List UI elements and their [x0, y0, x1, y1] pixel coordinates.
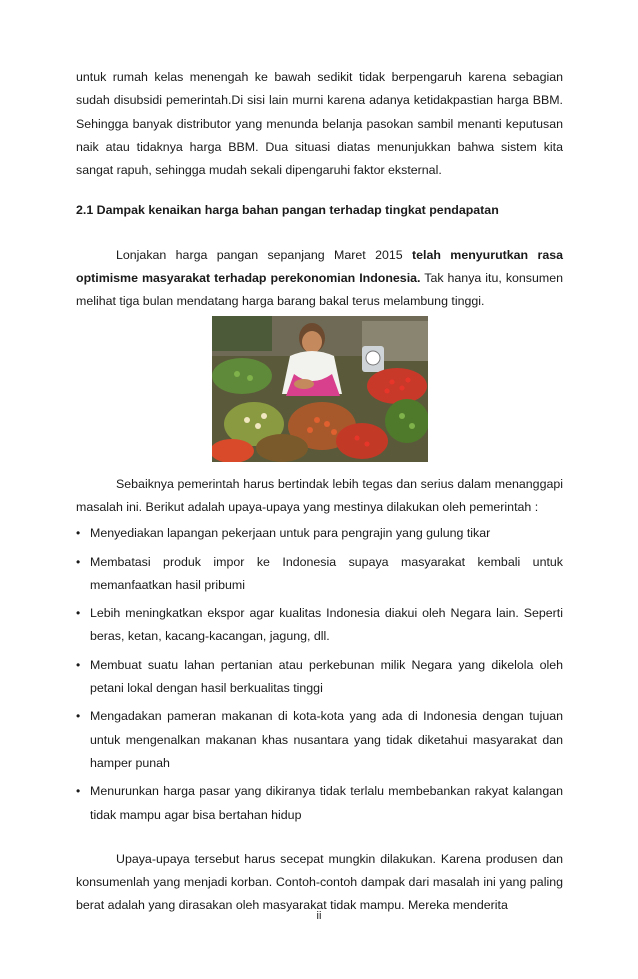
- list-item-text: Lebih meningkatkan ekspor agar kualitas Indonesia diakui oleh Negara lain. Seperti beras, ketan, kacang-kacangan, jagung, dll.: [90, 606, 563, 644]
- bullet-icon: •: [76, 657, 81, 672]
- paragraph-lonjakan: [76, 244, 563, 314]
- page-content: [76, 66, 563, 918]
- list-item: [76, 780, 563, 827]
- figure-container: [76, 316, 563, 462]
- page-number: ii: [316, 910, 322, 922]
- bullet-icon: •: [76, 606, 81, 621]
- list-item: [76, 602, 563, 649]
- paragraph-sebaiknya: Sebaiknya pemerintah harus bertindak lebih tegas dan serius dalam menanggapi masalah ini. Berikut adalah upaya-upaya yang mestinya dilakukan oleh pemerintah :: [76, 476, 563, 514]
- paragraph-lonjakan-end: Tak hanya itu, konsumen melihat tiga bulan mendatang harga barang bakal terus melambung tinggi.: [76, 271, 563, 309]
- list-item-text: Menurunkan harga pasar yang dikiranya tidak terlalu membebankan rakyat kalangan tidak mampu agar bisa bertahan hidup: [90, 784, 563, 822]
- list-item: [76, 522, 563, 545]
- list-item-text: Mengadakan pameran makanan di kota-kota yang ada di Indonesia dengan tujuan untuk mengenalkan makanan khas nusantara yang tidak diketahui masyarakat dan hamper punah: [90, 709, 563, 770]
- list-item: [76, 705, 563, 775]
- market-vendor-photo: [212, 316, 428, 462]
- bullet-icon: •: [76, 526, 81, 541]
- bullet-icon: •: [76, 784, 81, 799]
- paragraph-upaya: Upaya-upaya tersebut harus secepat mungkin dilakukan. Karena produsen dan konsumenlah yang menjadi korban. Contoh-contoh dampak dari masalah ini yang paling berat adalah yang dirasakan oleh masyarakat tidak mampu. Mereka menderita: [76, 851, 563, 913]
- list-item: [76, 551, 563, 598]
- paragraph-lonjakan-start: Lonjakan harga pangan sepanjang Maret 2015: [116, 247, 413, 262]
- list-item-text: Membatasi produk impor ke Indonesia supaya masyarakat kembali untuk memanfaatkan hasil pribumi: [90, 554, 563, 592]
- list-item: [76, 654, 563, 701]
- list-item-text: Membuat suatu lahan pertanian atau perkebunan milik Negara yang dikelola oleh petani lokal dengan hasil berkualitas tinggi: [90, 657, 563, 696]
- section-title: 2.1 Dampak kenaikan harga bahan pangan terhadap tingkat pendapatan: [76, 203, 499, 218]
- paragraph-lonjakan-bold: telah menyurutkan rasa optimisme masyarakat terhadap perekonomian Indonesia.: [76, 247, 563, 286]
- bullet-icon: •: [76, 709, 81, 724]
- list-item-text: Menyediakan lapangan pekerjaan untuk para pengrajin yang gulung tikar: [90, 526, 491, 541]
- action-list: [76, 522, 563, 827]
- intro-paragraph: untuk rumah kelas menengah ke bawah sedikit tidak berpengaruh karena sebagian sudah disubsidi pemerintah.Di sisi lain murni karena adanya ketidakpastian harga BBM. Sehingga banyak distributor yang menunda belanja pasokan sambil menanti keputusan naik atau tidaknya harga BBM. Dua situasi diatas menunjukkan bahwa sistem kita sangat rapuh, sehingga mudah sekali dipengaruhi faktor eksternal.: [76, 70, 563, 178]
- spacer: [76, 832, 563, 848]
- bullet-icon: •: [76, 554, 81, 569]
